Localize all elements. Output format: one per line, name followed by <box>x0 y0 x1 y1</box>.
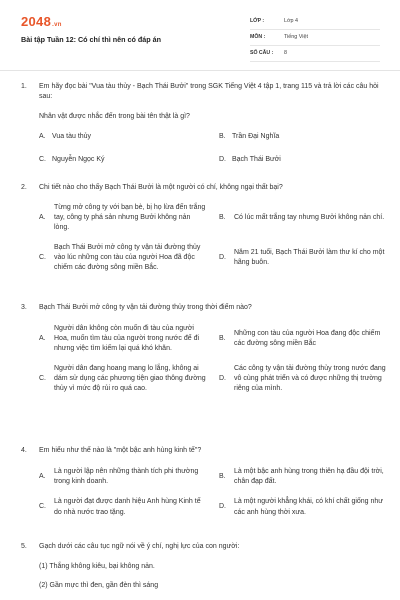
option-a[interactable]: A. Người dân không còn muốn đi tàu của người Hoa, muốn tìm tàu của người trong nước để đi nhưng việc tìm kiếm lại quá khó khăn. <box>39 325 200 353</box>
meta-row-count <box>250 46 380 62</box>
logo-text: 2048 <box>21 14 52 29</box>
option-a[interactable]: A. Là người lập nên những thành tích phi thường trong kinh doanh. <box>39 468 199 486</box>
header <box>0 0 400 70</box>
option-d[interactable]: D. Bạch Thái Bưởi <box>219 155 281 163</box>
question-number: 2. <box>21 184 27 191</box>
question-3 <box>21 303 386 394</box>
options <box>39 324 386 394</box>
meta-value: 8 <box>284 49 287 56</box>
option-d[interactable]: D. Là một người khẳng khái, có khí chất giống như các anh hùng thời xưa. <box>219 498 383 516</box>
meta-value: Tiếng Việt <box>284 33 308 40</box>
options <box>39 203 385 273</box>
option-a[interactable]: A. Từng mở công ty với bạn bè, bị họ lừa đến trắng tay, công ty phá sản nhưng Bưởi không nản lòng. <box>39 204 206 232</box>
option-b[interactable]: B. Trần Đại Nghĩa <box>219 133 280 141</box>
question-text: Bạch Thái Bưởi mở công ty vận tải đường thủy trong thời điểm nào? <box>39 304 252 311</box>
meta-row-subject <box>250 30 380 46</box>
meta-key: SỐ CÂU : <box>250 49 274 56</box>
site-logo[interactable] <box>21 13 62 32</box>
meta-table <box>250 14 380 62</box>
page-title: Bài tập Tuần 12: Có chí thì nên có đáp án <box>21 35 162 44</box>
option-b[interactable]: B. Là một bậc anh hùng trong thiên hạ đầu đội trời, chân đạp đất. <box>219 468 384 486</box>
meta-value: Lớp 4 <box>284 17 299 24</box>
logo-suffix: .vn <box>52 22 62 28</box>
question-text: Gạch dưới các câu tục ngữ nói về ý chí, nghị lực của con người: <box>39 543 240 550</box>
options <box>39 132 381 164</box>
meta-key: MÔN : <box>250 33 266 40</box>
proverb-item[interactable]: (2) Gần mực thì đen, gần đèn thì sáng <box>39 582 159 590</box>
proverb-item[interactable]: (1) Thắng không kiêu, bại không nản. <box>39 563 155 571</box>
option-d[interactable]: D. Năm 21 tuổi, Bạch Thái Bưởi làm thư kí cho một hãng buôn. <box>219 248 385 266</box>
proverb-list <box>39 562 381 591</box>
question-1 <box>21 82 381 165</box>
question-text: Em hiểu như thế nào là "một bậc anh hùng kinh tế"? <box>39 447 202 454</box>
question-2 <box>21 183 385 273</box>
question-4 <box>21 446 384 518</box>
question-number: 5. <box>21 543 27 550</box>
option-c[interactable]: C. Là người đạt được danh hiệu Anh hùng Kinh tế do nhà nước trao tặng. <box>39 498 201 516</box>
question-text: Em hãy đọc bài "Vua tàu thủy - Bạch Thái Bưởi" trong SGK Tiếng Việt 4 tập 1, trang 115 và trả lời các câu hỏi sau: <box>39 83 379 101</box>
option-a[interactable]: A. Vua tàu thủy <box>39 133 92 141</box>
meta-key: LỚP : <box>250 17 265 24</box>
question-text: Chi tiết nào cho thấy Bạch Thái Bưởi là một người có chí, không ngại thất bại? <box>39 184 283 191</box>
option-c[interactable]: C. Nguyễn Ngọc Ký <box>39 155 105 163</box>
options <box>39 467 384 518</box>
question-number: 3. <box>21 304 27 311</box>
question-number: 1. <box>21 83 27 90</box>
sub-question: Nhân vật được nhắc đến trong bài tên thật là gì? <box>39 113 190 121</box>
option-d[interactable]: D. Các công ty vận tải đường thủy trong nước đang vô cùng phát triển và có được những thị trường riêng của mình. <box>219 364 386 392</box>
option-b[interactable]: B. Có lúc mất trắng tay nhưng Bưởi không nản chí. <box>219 214 385 222</box>
header-divider <box>0 70 400 71</box>
question-5 <box>21 542 381 591</box>
option-b[interactable]: B. Những con tàu của người Hoa đang độc chiếm các đường sông miền Bắc <box>219 330 381 348</box>
meta-row-grade <box>250 14 380 30</box>
question-number: 4. <box>21 447 27 454</box>
option-c[interactable]: C. Bạch Thái Bưởi mở công ty vận tải đường thủy vào lúc những con tàu của người Hoa đã độc chiếm các đường sông miền Bắc. <box>39 243 201 271</box>
option-c[interactable]: C. Người dân đang hoang mang lo lắng, không ai dám sử dụng các phương tiện giao thông đường thủy vì mức độ rủi ro quá cao. <box>39 364 206 392</box>
